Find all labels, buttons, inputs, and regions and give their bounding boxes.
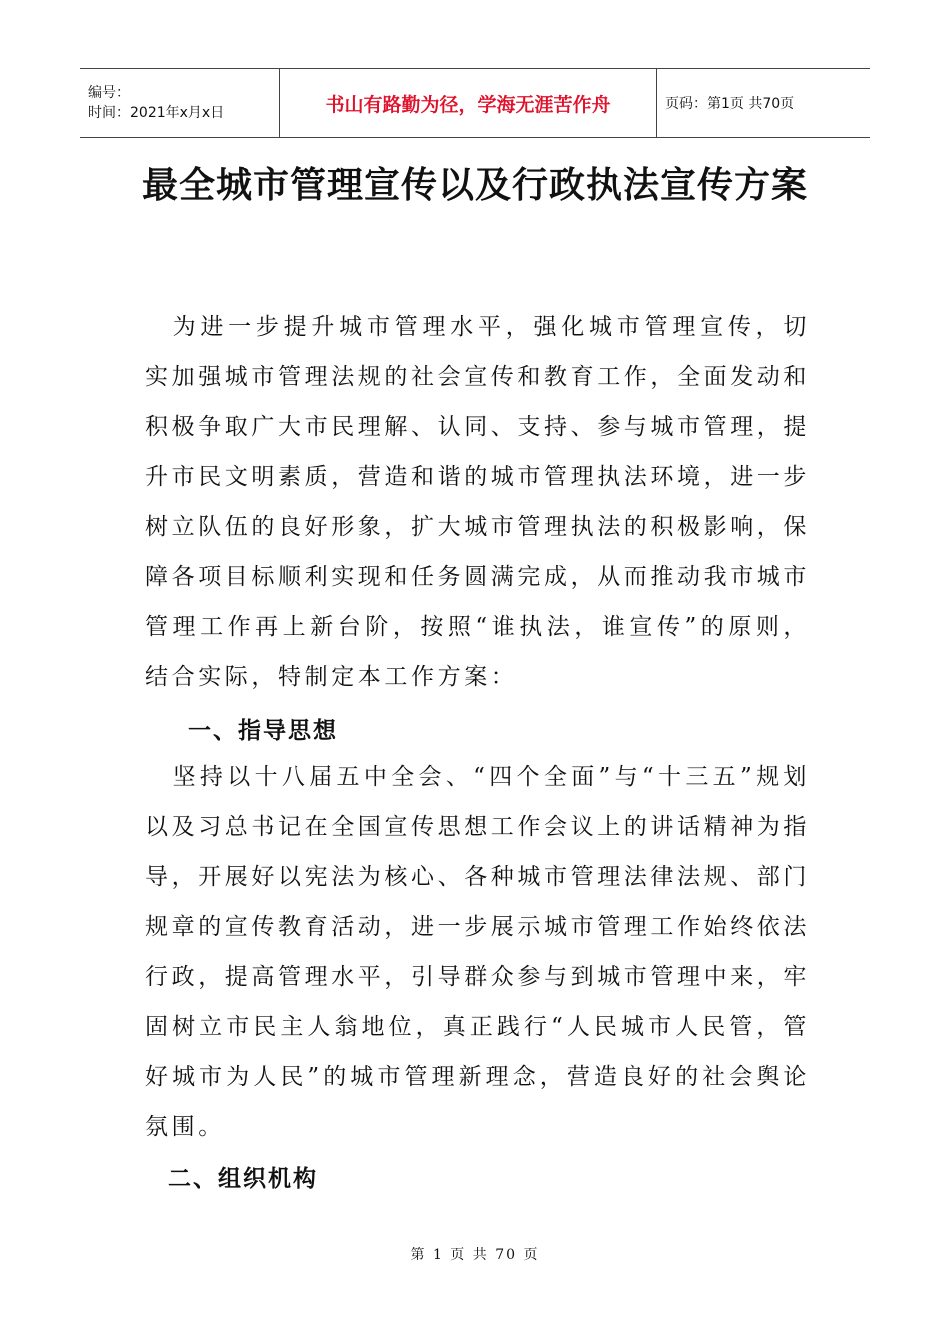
document-header-table	[80, 68, 870, 138]
header-meta-cell	[80, 69, 280, 137]
section-heading-organization: 二、组织机构	[168, 1166, 318, 1192]
header-motto: 书山有路勤为径，学海无涯苦作舟	[325, 93, 611, 116]
document-number-label: 编号：	[88, 85, 130, 101]
header-motto-cell	[280, 69, 657, 137]
header-page-info: 页码：第1页 共70页	[665, 96, 795, 112]
intro-paragraph: 为进一步提升城市管理水平，强化城市管理宣传，切实加强城市管理法规的社会宣传和教育工作，全面发动和积极争取广大市民理解、认同、支持、参与城市管理，提升市民文明素质，营造和谐的城市管理执法环境，进一步树立队伍的良好形象，扩大城市管理执法的积极影响，保障各项目标顺利实现和任务圆满完成，从而推动我市城市管理工作再上新台阶，按照“谁执法，谁宣传”的原则，结合实际，特制定本工作方案：	[145, 314, 810, 690]
document-date-label: 时间：2021年x月x日	[88, 105, 225, 121]
document-title: 最全城市管理宣传以及行政执法宣传方案	[141, 165, 808, 206]
section-body-guiding-ideology: 坚持以十八届五中全会、“四个全面”与“十三五”规划以及习总书记在全国宣传思想工作会议上的讲话精神为指导，开展好以宪法为核心、各种城市管理法律法规、部门规章的宣传教育活动，进一步展示城市管理工作始终依法行政，提高管理水平，引导群众参与到城市管理中来，牢固树立市民主人翁地位，真正践行“人民城市人民管，管好城市为人民”的城市管理新理念，营造良好的社会舆论氛围。	[145, 764, 810, 1140]
page-footer: 第 1 页 共 70 页	[410, 1247, 540, 1263]
section-heading-guiding-ideology: 一、指导思想	[188, 718, 338, 744]
header-page-cell	[657, 69, 870, 137]
